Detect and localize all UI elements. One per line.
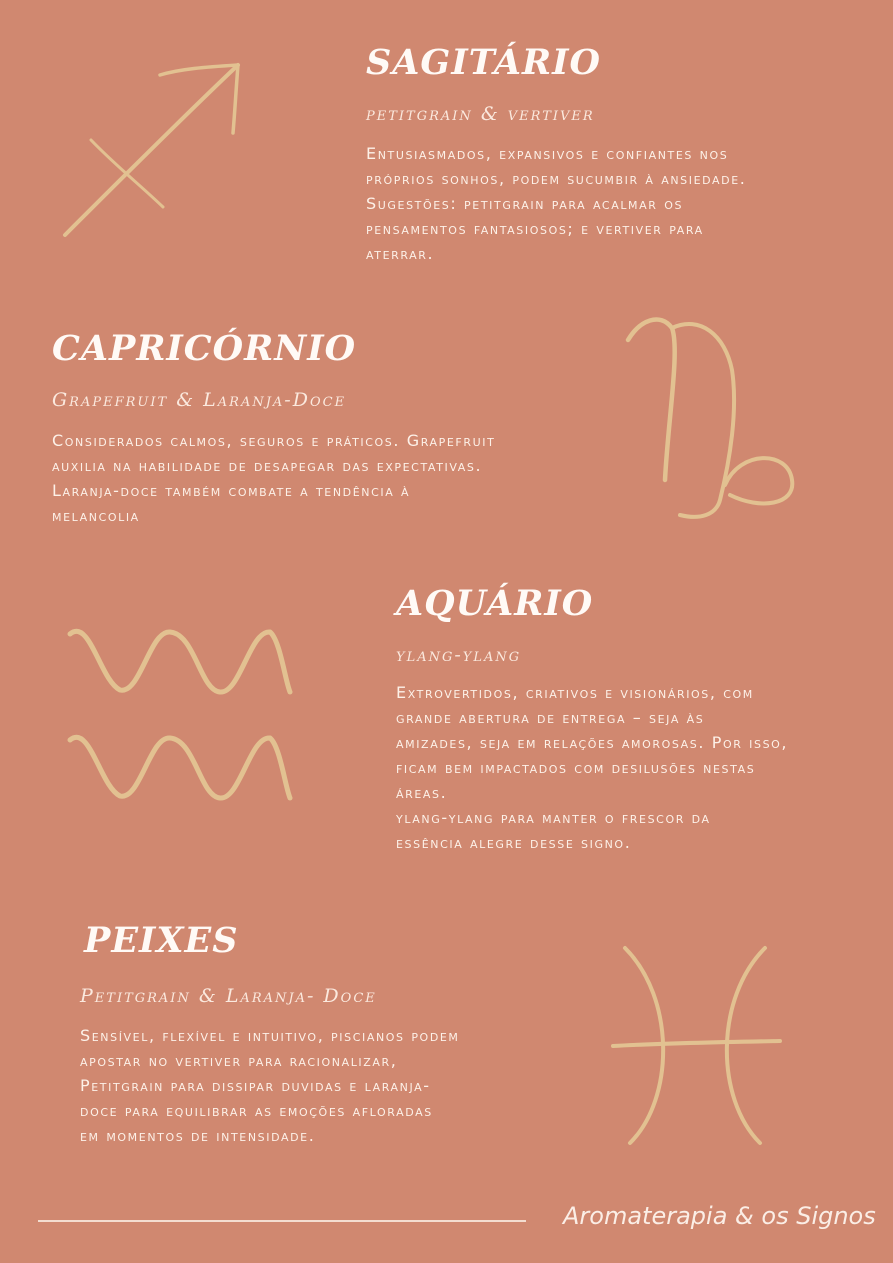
sagittarius-title: SAGITÁRIO: [366, 42, 601, 83]
aquarius-symbol-icon: [65, 620, 300, 810]
pisces-title: PEIXES: [84, 920, 239, 961]
sagittarius-symbol-icon: [55, 55, 255, 245]
capricorn-description: Considerados calmos, seguros e práticos. Grapefruit auxilia na habilidade de desapegar das expectativas. Laranja-doce também combate a tendência à melancolia: [52, 431, 496, 525]
aquarius-oils: ylang-ylang: [396, 644, 522, 666]
footer-title: Aromaterapia & os Signos: [563, 1202, 876, 1230]
capricorn-title: CAPRICÓRNIO: [52, 328, 357, 369]
pisces-oils: Petitgrain & Laranja- Doce: [80, 985, 377, 1007]
sagittarius-oils: petitgrain & vertiver: [366, 103, 595, 125]
aquarius-description: Extrovertidos, criativos e visionários, com grande abertura de entrega – seja às amizades, seja em relações amorosas. Por isso, ficam bem impactados com desilusões nestas áreas. ylang-ylang para manter o frescor da essência alegre desse signo.: [396, 683, 789, 852]
capricorn-oils: Grapefruit & Laranja-Doce: [52, 389, 347, 411]
pisces-description: Sensível, flexível e intuitivo, piscianos podem apostar no vertiver para racionalizar, Petitgrain para dissipar duvidas e laranja- doce para equilibrar as emoções afloradas em momentos de intensidade.: [80, 1026, 460, 1145]
aquarius-title: AQUÁRIO: [396, 583, 594, 624]
footer-divider: [38, 1220, 526, 1222]
capricorn-symbol-icon: [620, 310, 805, 530]
sagittarius-description: Entusiasmados, expansivos e confiantes nos próprios sonhos, podem sucumbir à ansiedade. Sugestões: petitgrain para acalmar os pensamentos fantasiosos; e vertiver para aterrar.: [366, 144, 747, 263]
pisces-symbol-icon: [605, 938, 790, 1153]
